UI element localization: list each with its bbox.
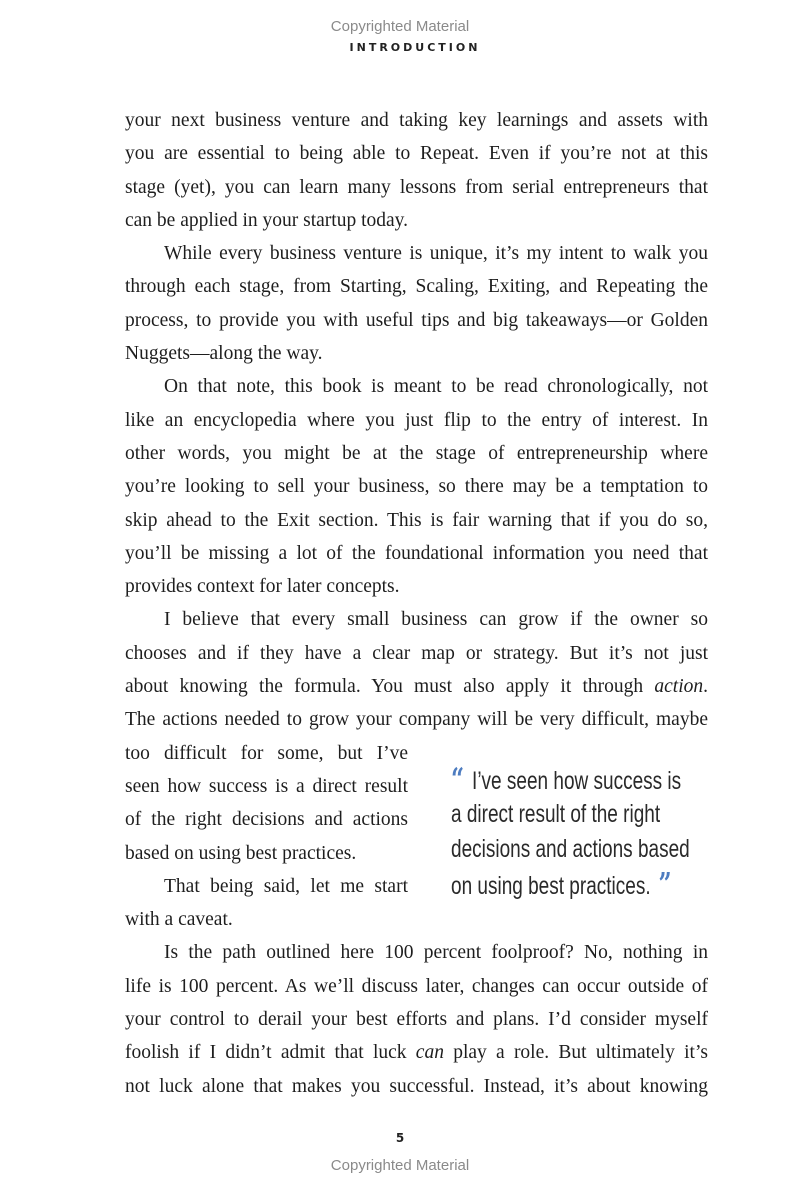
pull-quote-line: “ I’ve seen how success is xyxy=(451,762,682,797)
text-line: you’re looking to sell your business, so there may be a temptation to xyxy=(125,476,708,498)
text-line: On that note, this book is meant to be read chronologically, not xyxy=(164,376,708,398)
pull-quote-line: on using best practices. ” xyxy=(451,867,672,902)
text-line: with a caveat. xyxy=(125,909,233,931)
pull-quote xyxy=(451,762,721,902)
emphasis: action xyxy=(654,676,704,698)
text-line: your control to derail your best efforts and plans. I’d consider myself xyxy=(125,1009,708,1031)
pull-quote-line: a direct result of the right xyxy=(451,800,661,828)
text-line: you are essential to being able to Repeat. Even if you’re not at this xyxy=(125,143,708,165)
text-line: other words, you might be at the stage of entrepreneurship where xyxy=(125,442,708,464)
text-line: life is 100 percent. As we’ll discuss later, changes can occur outside of xyxy=(125,975,708,997)
emphasis: can xyxy=(415,1042,444,1064)
text-line: you’ll be missing a lot of the foundational information you need that xyxy=(125,542,708,564)
text-line: of the right decisions and actions xyxy=(125,809,408,831)
page-number: 5 xyxy=(395,1131,405,1145)
text-line: based on using best practices. xyxy=(125,842,357,864)
text-line: skip ahead to the Exit section. This is fair warning that if you do so, xyxy=(125,509,708,531)
copyright-watermark-top: Copyrighted Material xyxy=(330,18,470,35)
text-line: I believe that every small business can grow if the owner so xyxy=(164,609,708,631)
text-line: stage (yet), you can learn many lessons from serial entrepreneurs that xyxy=(125,176,708,198)
text-line: too difficult for some, but I’ve xyxy=(125,742,408,764)
text-line: Is the path outlined here 100 percent foolproof? No, nothing in xyxy=(164,942,708,964)
text-line: The actions needed to grow your company will be very difficult, maybe xyxy=(125,709,708,731)
text-line: While every business venture is unique, it’s my intent to walk you xyxy=(164,243,708,265)
close-quote-icon: ” xyxy=(650,867,672,902)
open-quote-icon: “ xyxy=(451,762,473,797)
copyright-watermark-bottom: Copyrighted Material xyxy=(330,1157,470,1174)
text-line: That being said, let me start xyxy=(164,875,408,897)
text-line: process, to provide you with useful tips and big takeaways—or Golden xyxy=(125,309,708,331)
running-head: INTRODUCTION xyxy=(349,41,481,54)
text-line: about knowing the formula. You must also apply it through action. xyxy=(125,676,708,698)
text-line: like an encyclopedia where you just flip to the entry of interest. In xyxy=(125,409,708,431)
pull-quote-line: decisions and actions based xyxy=(451,835,690,863)
text-line: can be applied in your startup today. xyxy=(125,209,409,231)
text-line: not luck alone that makes you successful. Instead, it’s about knowing xyxy=(125,1075,708,1097)
text-line: foolish if I didn’t admit that luck can play a role. But ultimately it’s xyxy=(125,1042,708,1064)
text-line: through each stage, from Starting, Scaling, Exiting, and Repeating the xyxy=(125,276,708,298)
body-text xyxy=(125,104,708,1103)
text-line: your next business venture and taking key learnings and assets with xyxy=(125,110,708,131)
text-line: provides context for later concepts. xyxy=(125,576,400,598)
text-line: Nuggets—along the way. xyxy=(125,343,323,365)
text-line: chooses and if they have a clear map or strategy. But it’s not just xyxy=(125,642,708,664)
text-line: seen how success is a direct result xyxy=(125,775,408,797)
